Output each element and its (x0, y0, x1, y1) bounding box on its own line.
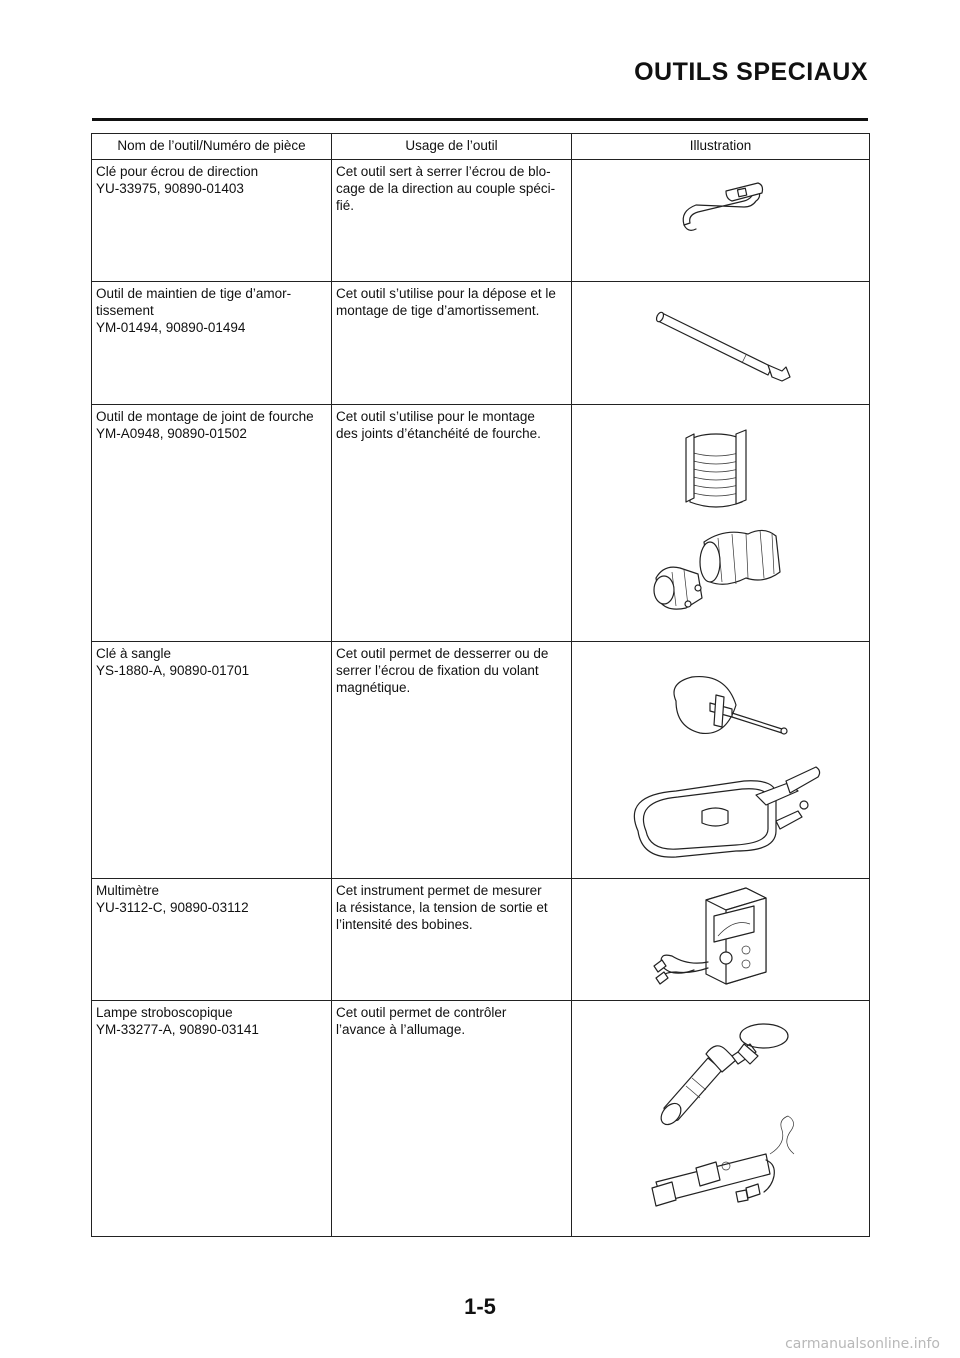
illustration-cell (572, 160, 870, 282)
table-row (92, 282, 870, 405)
table-row (92, 1001, 870, 1237)
part-number: YM-01494, 90890-01494 (96, 320, 246, 335)
illustration-cell (572, 642, 870, 879)
page-number: 1-5 (464, 1294, 496, 1319)
fork-seal-driver-icon (576, 408, 872, 638)
tool-name: Lampe stroboscopique (96, 1005, 233, 1020)
table-header-row (92, 134, 870, 160)
usage-text: serrer l’écrou de fixation du volant (336, 663, 539, 678)
usage-text: Cet outil sert à serrer l’écrou de blo- (336, 164, 551, 179)
tool-usage-cell (332, 642, 572, 879)
part-number: YU-33975, 90890-01403 (96, 181, 244, 196)
tool-usage-cell (332, 160, 572, 282)
usage-text: cage de la direction au couple spéci- (336, 181, 556, 196)
usage-text: Cet instrument permet de mesurer (336, 883, 542, 898)
header-tool-usage: Usage de l’outil (332, 134, 572, 160)
part-number: YM-A0948, 90890-01502 (96, 426, 247, 441)
usage-text: montage de tige d’amortissement. (336, 303, 540, 318)
tool-name: Clé à sangle (96, 646, 172, 661)
table-row (92, 642, 870, 879)
tool-name: tissement (96, 303, 154, 318)
tool-name-cell (92, 879, 332, 1001)
hook-spanner-icon (576, 163, 872, 278)
special-tools-table (91, 133, 870, 1237)
tool-usage-cell (332, 1001, 572, 1237)
page-title: OUTILS SPECIAUX (634, 58, 868, 86)
tool-name: Multimètre (96, 883, 160, 898)
timing-light-clamp-icon (652, 1116, 794, 1206)
tool-name-cell (92, 405, 332, 642)
tool-name: Outil de maintien de tige d’amor- (96, 286, 292, 301)
illustration-cell (572, 1001, 870, 1237)
usage-text: l’intensité des bobines. (336, 917, 473, 932)
part-number: YU-3112-C, 90890-03112 (96, 900, 249, 915)
illustration-cell (572, 282, 870, 405)
tool-name-cell (92, 160, 332, 282)
part-number: YM-33277-A, 90890-03141 (96, 1022, 259, 1037)
usage-text: Cet outil permet de contrôler (336, 1005, 507, 1020)
table-row (92, 160, 870, 282)
header-tool-name: Nom de l’outil/Numéro de pièce (92, 134, 332, 160)
damper-rod-holder-icon (576, 285, 872, 401)
tool-usage-cell (332, 879, 572, 1001)
tool-name: Clé pour écrou de direction (96, 164, 259, 179)
usage-text: Cet outil permet de desserrer ou de (336, 646, 549, 661)
strap-wrench-icon (576, 645, 872, 875)
tool-name-cell (92, 1001, 332, 1237)
tool-usage-cell (332, 405, 572, 642)
tool-name-cell (92, 282, 332, 405)
title-divider (92, 118, 868, 121)
usage-text: la résistance, la tension de sortie et (336, 900, 548, 915)
tool-name: Outil de montage de joint de fourche (96, 409, 314, 424)
tool-name-cell (92, 642, 332, 879)
usage-text: magnétique. (336, 680, 411, 695)
header-illustration: Illustration (572, 134, 870, 160)
usage-text: Cet outil s’utilise pour la dépose et le (336, 286, 556, 301)
usage-text: des joints d’étanchéité de fourche. (336, 426, 541, 441)
sheave-holder-icon (634, 767, 819, 857)
table-row (92, 879, 870, 1001)
usage-text: fié. (336, 198, 355, 213)
usage-text: Cet outil s’utilise pour le montage (336, 409, 535, 424)
watermark: carmanualsonline.info (785, 1336, 940, 1352)
illustration-cell (572, 879, 870, 1001)
fork-seal-driver-weight-icon (686, 430, 746, 507)
usage-text: l’avance à l’allumage. (336, 1022, 466, 1037)
table-row (92, 405, 870, 642)
multimeter-icon (576, 882, 872, 997)
illustration-cell (572, 405, 870, 642)
part-number: YS-1880-A, 90890-01701 (96, 663, 250, 678)
tool-usage-cell (332, 282, 572, 405)
timing-light-icon (576, 1004, 872, 1233)
